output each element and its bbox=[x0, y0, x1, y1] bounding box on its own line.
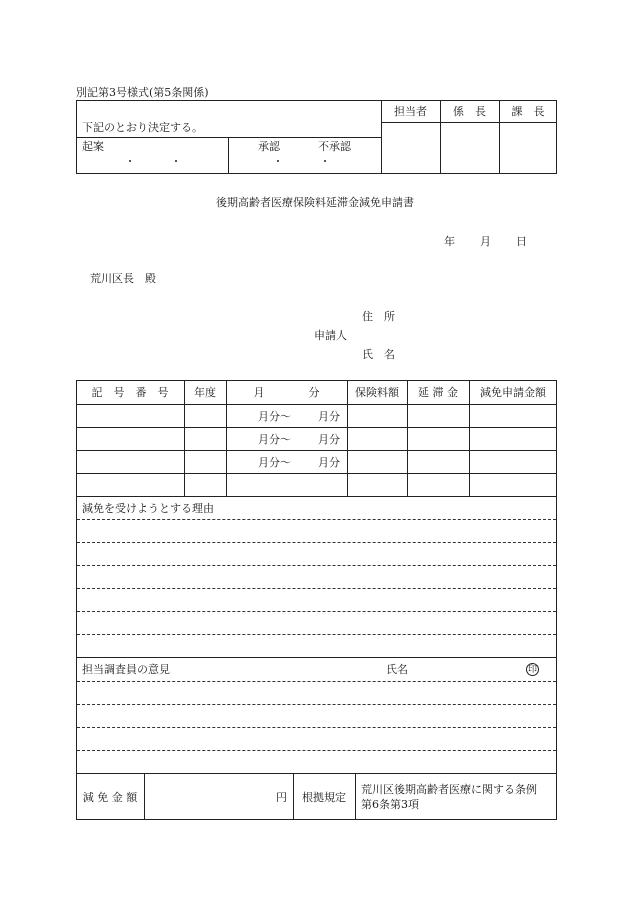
divider bbox=[228, 137, 229, 174]
row-line bbox=[76, 404, 557, 405]
reason-line bbox=[77, 519, 556, 520]
reject-label: 不承認 bbox=[318, 140, 351, 153]
header-month: 月 分 bbox=[253, 386, 320, 399]
divider bbox=[381, 122, 557, 123]
header-fiscal-year: 年度 bbox=[194, 386, 216, 399]
header-exemption-amount: 減免申請金額 bbox=[480, 386, 546, 399]
month-to: 月分 bbox=[318, 433, 340, 446]
month-from: 月分〜 bbox=[258, 433, 291, 446]
date-year: 年 bbox=[444, 235, 455, 248]
reason-line bbox=[77, 611, 556, 612]
yen-label: 円 bbox=[276, 791, 287, 804]
opinion-line bbox=[77, 681, 556, 682]
main-table bbox=[76, 380, 557, 820]
date-month: 月 bbox=[480, 235, 491, 248]
month-to: 月分 bbox=[318, 410, 340, 423]
opinion-line bbox=[77, 704, 556, 705]
row-line bbox=[76, 427, 557, 428]
address-label: 住 所 bbox=[362, 310, 395, 323]
role-tantousha: 担当者 bbox=[394, 105, 427, 118]
month-to: 月分 bbox=[318, 456, 340, 469]
approve-label: 承認 bbox=[258, 140, 280, 153]
check-dot bbox=[324, 160, 326, 162]
name-label: 氏 名 bbox=[362, 348, 395, 361]
basis-text-line2: 第6条第3項 bbox=[361, 798, 419, 811]
header-late-fee: 延 滞 金 bbox=[418, 386, 458, 399]
exemption-amount-label: 減 免 金 額 bbox=[82, 790, 138, 804]
date-dot bbox=[175, 160, 177, 162]
date-day: 日 bbox=[516, 235, 527, 248]
decision-text: 下記のとおり決定する。 bbox=[82, 121, 203, 134]
header-premium: 保険料額 bbox=[355, 386, 399, 399]
document-title: 後期高齢者医療保険料延滞金減免申請書 bbox=[216, 196, 414, 209]
addressee: 荒川区長 殿 bbox=[90, 272, 156, 285]
investigator-name-label: 氏名 bbox=[386, 663, 408, 676]
reason-line bbox=[77, 542, 556, 543]
date-dot bbox=[129, 160, 131, 162]
reason-label: 減免を受けようとする理由 bbox=[82, 502, 214, 515]
draft-label: 起案 bbox=[82, 140, 104, 153]
month-from: 月分〜 bbox=[258, 410, 291, 423]
section-line bbox=[76, 657, 557, 658]
row-line bbox=[76, 473, 557, 474]
form-number: 別記第3号様式(第5条関係) bbox=[76, 86, 209, 99]
row-line bbox=[76, 450, 557, 451]
month-from: 月分〜 bbox=[258, 456, 291, 469]
reason-line bbox=[77, 588, 556, 589]
reason-line bbox=[77, 634, 556, 635]
footer-col-line bbox=[144, 773, 145, 820]
role-kakarichou: 係 長 bbox=[453, 105, 486, 118]
opinion-line bbox=[77, 727, 556, 728]
seal-icon: 印 bbox=[527, 665, 537, 675]
role-kachou: 課 長 bbox=[511, 105, 545, 118]
check-dot bbox=[277, 160, 279, 162]
row-line bbox=[76, 496, 557, 497]
basis-label: 根拠規定 bbox=[302, 790, 346, 804]
opinion-line bbox=[77, 750, 556, 751]
header-symbol-number: 記 号 番 号 bbox=[91, 386, 169, 399]
footer-col-line bbox=[355, 773, 356, 820]
reason-line bbox=[77, 565, 556, 566]
applicant-label: 申請人 bbox=[314, 329, 347, 342]
basis-text-line1: 荒川区後期高齢者医療に関する条例 bbox=[361, 783, 537, 796]
investigator-label: 担当調査員の意見 bbox=[82, 663, 170, 676]
